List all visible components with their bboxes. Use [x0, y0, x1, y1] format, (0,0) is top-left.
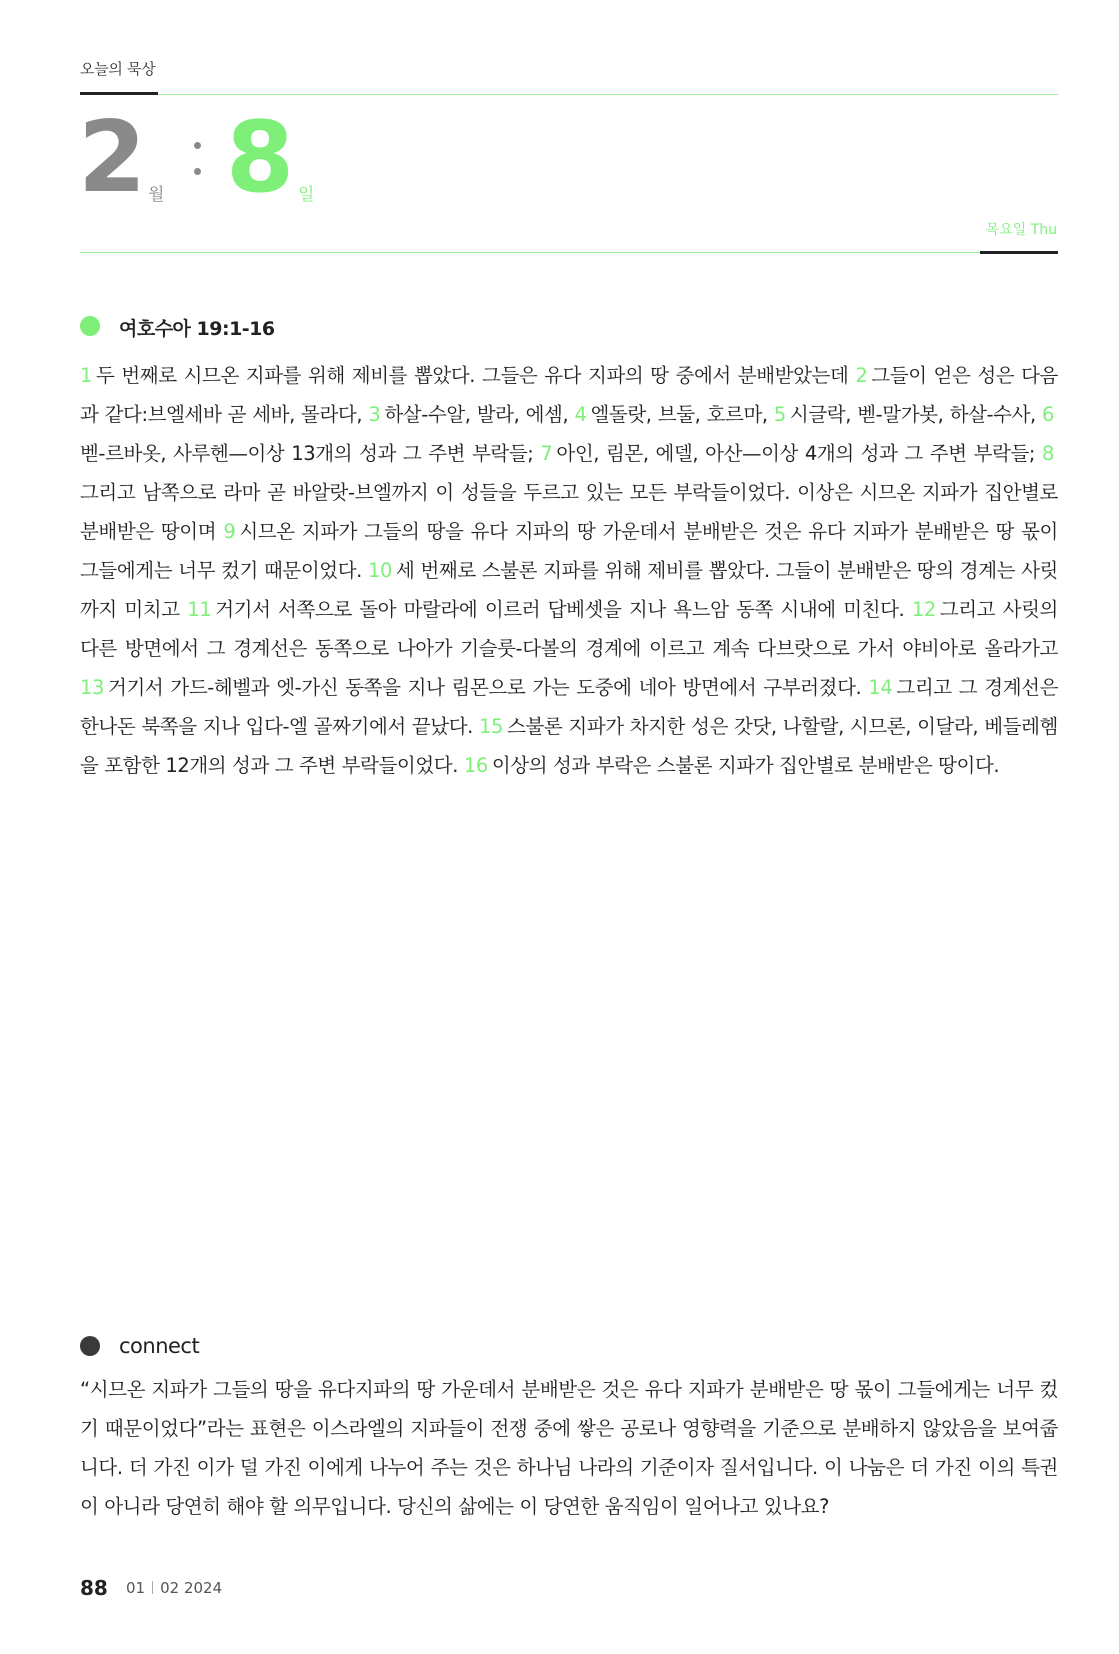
verse-number: 13 [80, 676, 105, 699]
verse-text: 벧-르바옷, 사루헨—이상 13개의 성과 그 주변 부락들; [80, 442, 534, 465]
page-number: 88 [80, 1576, 108, 1600]
verse-number: 5 [773, 403, 786, 426]
verse-number: 4 [574, 403, 587, 426]
verse-number: 11 [187, 598, 212, 621]
verse-text: 그리고 남쪽으로 라마 곧 바알랏-브엘까지 이 성들을 두르고 있는 모든 부락들이었다. 이상은 시므온 지파가 집안별로 분배받은 땅이며 [80, 481, 1058, 543]
weekday-underline [980, 251, 1058, 254]
day-number: 8 [226, 101, 293, 215]
passage-reference: 여호수아 19:1-16 [119, 318, 275, 340]
verse-number: 15 [479, 715, 504, 738]
date-colon [194, 138, 202, 186]
verse-text: 아인, 림몬, 에델, 아산—이상 4개의 성과 그 주변 부락들; [556, 442, 1036, 465]
header-bottom-divider [80, 252, 1058, 253]
verse-text: 시글락, 벧-말가봇, 하살-수사, [789, 403, 1036, 426]
verse-text: 거기서 서쪽으로 돌아 마랄라에 이르러 답베셋을 지나 욕느암 동쪽 시내에 미친다. [215, 598, 905, 621]
top-divider [80, 94, 1058, 95]
passage-bullet-icon [80, 316, 100, 336]
verse-number: 10 [368, 559, 393, 582]
connect-title: connect [119, 1334, 200, 1358]
day-unit: 일 [298, 185, 315, 205]
section-label-underline [80, 92, 158, 95]
verse-number: 14 [868, 676, 893, 699]
verse-text: 그리고 사릿의 다른 방면에서 그 경계선은 동쪽으로 나아가 기슬룻-다볼의 경계에 이르고 계속 다브랏으로 가서 야비아로 올라가고 [80, 598, 1058, 660]
connect-body: “시므온 지파가 그들의 땅을 유다지파의 땅 가운데서 분배받은 것은 유다 지파가 분배받은 땅 몫이 그들에게는 너무 컸기 때문이었다”라는 표현은 이스라엘의 지파들이 전쟁 중에 쌓은 공로나 영향력을 기준으로 분배하지 않았음을 보여줍니다. 더 가진 이가 덜 가진 이에게 나누어 주는 것은 하나님 나라의 기준이자 질서입니다. 이 나눔은 더 가진 이의 특권이 아니라 당연히 해야 할 의무입니다. 당신의 삶에는 이 당연한 움직임이 일어나고 있나요? [80, 1378, 1058, 1518]
issue-separator [152, 1581, 153, 1594]
verse-number: 2 [855, 364, 868, 387]
verse-number: 9 [223, 520, 236, 543]
verse-number: 12 [911, 598, 936, 621]
verse-text: 그들이 얻은 성은 다음과 같다:브엘세바 곧 세바, 몰라다, [80, 364, 1058, 426]
verse-text: 하살-수알, 발라, 에셈, [384, 403, 569, 426]
verse-text: 엘돌랏, 브둘, 호르마, [590, 403, 768, 426]
verse-text: 세 번째로 스불론 지파를 위해 제비를 뽑았다. 그들이 분배받은 땅의 경계는 사릿까지 미치고 [80, 559, 1058, 621]
verse-text: 시므온 지파가 그들의 땅을 유다 지파의 땅 가운데서 분배받은 것은 유다 지파가 분배받은 땅 몫이 그들에게는 너무 컸기 때문이었다. [80, 520, 1058, 582]
section-label: 오늘의 묵상 [80, 60, 156, 78]
verse-number: 1 [80, 364, 93, 387]
verse-text: 이상의 성과 부락은 스불론 지파가 집안별로 분배받은 땅이다. [491, 754, 1000, 777]
scripture-text [80, 356, 1058, 785]
verse-number: 16 [463, 754, 488, 777]
connect-bullet-icon [80, 1336, 100, 1356]
month-number: 2 [78, 101, 145, 215]
weekday-label: 목요일 Thu [985, 222, 1057, 238]
issue-info [126, 1579, 222, 1597]
verse-text: 두 번째로 시므온 지파를 위해 제비를 뽑았다. 그들은 유다 지파의 땅 중에서 분배받았는데 [96, 364, 849, 387]
verse-text: 스불론 지파가 차지한 성은 갓닷, 나할랄, 시므론, 이달라, 베들레헴을 포함한 12개의 성과 그 주변 부락들이었다. [80, 715, 1058, 777]
verse-number: 8 [1041, 442, 1054, 465]
verse-number: 7 [540, 442, 553, 465]
verse-number: 3 [368, 403, 381, 426]
verse-number: 6 [1041, 403, 1054, 426]
issue-date: 02 2024 [160, 1579, 223, 1597]
verse-text: 거기서 가드-헤벨과 엣-가신 동쪽을 지나 림몬으로 가는 도중에 네아 방면에서 구부러졌다. [108, 676, 862, 699]
month-unit: 월 [148, 185, 165, 205]
verse-text: 그리고 그 경계선은 한나돈 북쪽을 지나 입다-엘 골짜기에서 끝났다. [80, 676, 1059, 738]
issue-month: 01 [126, 1579, 146, 1597]
date-display [78, 101, 478, 215]
